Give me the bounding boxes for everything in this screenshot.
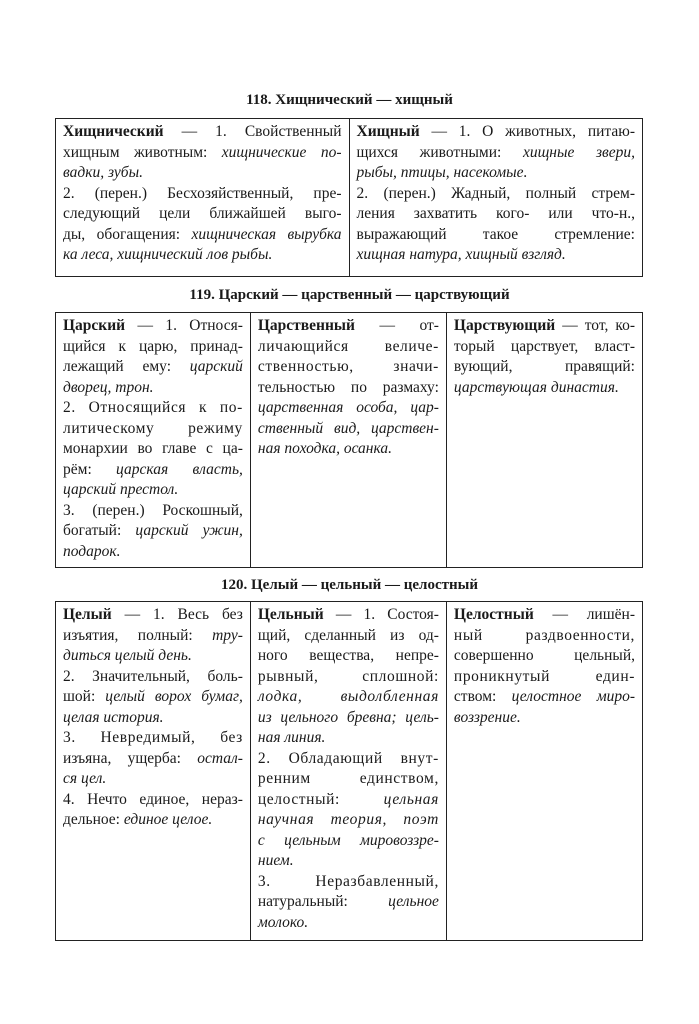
entry-line: дельное: единое целое. — [63, 811, 213, 828]
section-118-title: 118. Хищнический — хищный — [246, 92, 453, 108]
entry-tselostny — [446, 602, 642, 941]
entry-line: дворец, трон. — [63, 378, 154, 396]
entry-line: Целостный — лишён- — [453, 606, 635, 623]
entry-line: следующий цели ближайшей выго- — [63, 205, 342, 222]
entry-line: 3. (перен.) Роскошный, — [63, 501, 243, 519]
entry-tselny — [250, 602, 446, 941]
entry-line: Царский — 1. Относя- — [63, 317, 243, 334]
entry-line: нием. — [257, 852, 294, 869]
entry-line: диться целый день. — [63, 647, 192, 664]
entry-line: 2. (перен.) Жадный, полный стрем- — [356, 184, 635, 202]
entry-line: 2. (перен.) Бесхозяйственный, пре- — [63, 184, 342, 202]
entry-khishchny — [349, 119, 643, 277]
entry-line: 2. Относящийся к по- — [63, 399, 243, 416]
entry-line: торый царствует, власт- — [453, 337, 635, 355]
entry-line: Хищнический — 1. Свойственный — [63, 123, 342, 140]
entry-line: ная линия. — [257, 729, 326, 746]
entry-line: вующий, правящий: — [453, 358, 635, 375]
entry-line: Целый — 1. Весь без — [63, 606, 243, 623]
entry-line: изъяна, ущерба: остал- — [63, 749, 243, 767]
section-120-table — [55, 601, 643, 941]
entry-line: личающийся величе- — [257, 337, 439, 355]
entry-line: подарок. — [63, 542, 121, 560]
entry-line: шой: целый ворох бумаг, — [63, 688, 243, 705]
entry-line: рывный, сплошной: — [257, 667, 439, 685]
entry-tsarskiy — [56, 313, 251, 568]
entry-tsely — [56, 602, 251, 941]
entry-line: Царственный — от- — [257, 317, 439, 334]
entry-line: 2. Значительный, боль- — [63, 667, 243, 685]
entry-line: ка леса, хищнический лов рыбы. — [63, 246, 273, 263]
entry-line: натуральный: цельное — [257, 893, 439, 910]
entry-line: воззрение. — [453, 708, 521, 726]
entry-line: ством: целостное миро- — [453, 688, 635, 705]
entry-line: хищная натура, хищный взгляд. — [356, 246, 566, 263]
entry-line: царский престол. — [63, 481, 179, 498]
section-119-table — [55, 312, 643, 568]
entry-line: ренним единством, — [257, 770, 439, 787]
entry-line: выражающий такое стремление: — [356, 225, 635, 243]
entry-line: рыбы, птицы, насекомые. — [356, 164, 528, 181]
entry-line: 2. Обладающий внут- — [257, 749, 439, 767]
entry-line: Цельный — 1. Состоя- — [257, 606, 439, 623]
entry-line: Царствующий — тот, ко- — [453, 317, 635, 334]
entry-line: щий, сделанный из од- — [257, 626, 439, 644]
entry-line: монархии во главе с ца- — [63, 440, 243, 457]
entry-line: 4. Нечто единое, нераз- — [63, 790, 243, 808]
section-120-title: 120. Целый — цельный — целостный — [221, 577, 478, 593]
entry-line: лодка, выдолбленная — [257, 688, 439, 705]
entry-line: научная теория, поэт — [257, 811, 439, 828]
entry-line: молоко. — [257, 913, 309, 931]
entry-tsarstvenny — [250, 313, 446, 568]
entry-line: ды, обогащения: хищническая вырубка — [63, 225, 342, 243]
entry-line: лежащий ему: царский — [63, 358, 243, 375]
entry-line: рём: царская власть, — [63, 460, 243, 478]
entry-line: изъятия, полный: тру- — [63, 626, 243, 644]
entry-line: из цельного бревна; цель- — [257, 708, 439, 726]
entry-line: литическому режиму — [63, 419, 243, 437]
entry-line: ного вещества, непре- — [257, 647, 439, 664]
entry-line: щийся к царю, принад- — [63, 337, 243, 355]
entry-line: богатый: царский ужин, — [63, 522, 243, 539]
entry-line: проникнутый един- — [453, 667, 635, 685]
section-119-title: 119. Царский — царственный — царствующий — [189, 287, 510, 303]
entry-line: целая история. — [63, 708, 164, 726]
entry-line: 3. Невредимый, без — [63, 729, 243, 746]
entry-line: тельностью по размаху: — [257, 378, 439, 396]
entry-line: с цельным мировоззре- — [257, 831, 439, 849]
entry-line: ственный вид, царствен- — [257, 419, 439, 437]
entry-line: ся цел. — [63, 770, 107, 787]
entry-line: ный раздвоенности, — [453, 626, 635, 644]
entry-line: совершенно цельный, — [453, 647, 635, 664]
entry-line: Хищный — 1. О животных, питаю- — [356, 123, 635, 140]
entry-line: целостный: цельная — [257, 790, 439, 808]
entry-line: ления захватить кого- или что-н., — [356, 205, 635, 222]
entry-line: вадки, зубы. — [63, 164, 143, 181]
entry-line: царственная особа, цар- — [257, 399, 439, 416]
section-118-table — [55, 118, 643, 277]
entry-line: 3. Неразбавленный, — [257, 872, 439, 890]
entry-line: хищным животным: хищнические по- — [63, 143, 342, 161]
entry-tsarstvuyushchiy — [446, 313, 642, 568]
entry-line: ная походка, осанка. — [257, 440, 392, 457]
entry-khishchnicheskiy — [56, 119, 350, 277]
entry-line: ственностью, значи- — [257, 358, 439, 375]
entry-line: щихся животными: хищные звери, — [356, 143, 635, 161]
entry-line: царствующая династия. — [453, 378, 619, 396]
